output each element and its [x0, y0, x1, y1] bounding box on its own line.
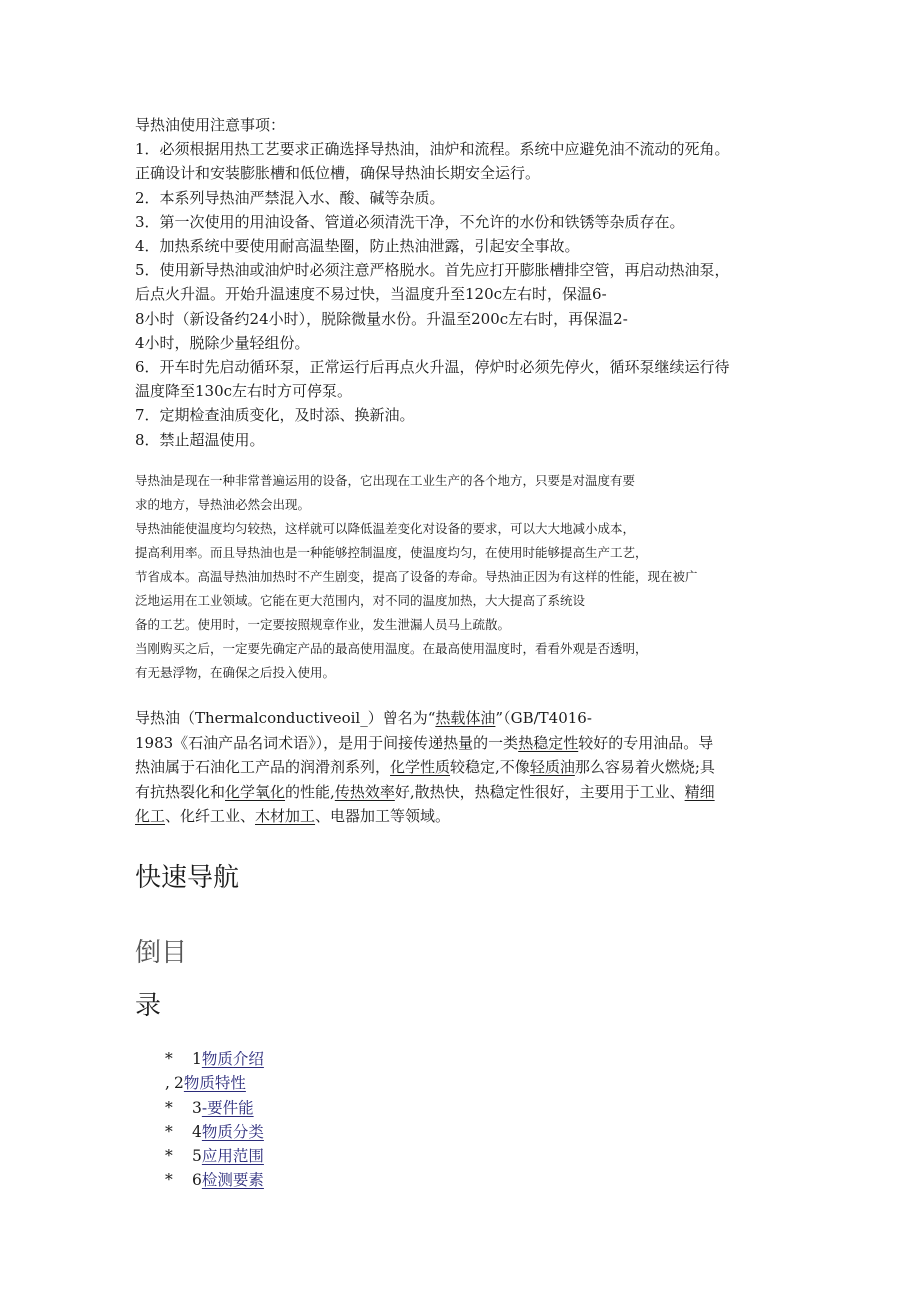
intro-line: 导热油能使温度均匀较热，这样就可以降低温差变化对设备的要求，可以大大地减小成本， [135, 521, 636, 536]
toc-link-application-scope[interactable]: 应用范围 [201, 1147, 264, 1166]
toc-number: 4 [192, 1122, 202, 1141]
usage-note-line: 4．加热系统中要使用耐高温垫圈，防止热油泄露，引起安全事故。 [135, 237, 580, 256]
text-run: 那么容易着火燃烧;具 [574, 758, 715, 776]
usage-note-line: 5．使用新导热油或油炉时必须注意严格脱水。首先应打开膨胀槽排空管，再启动热油泵， [135, 261, 730, 280]
usage-note-line: 8．禁止超温使用。 [135, 430, 265, 449]
link-fine-chemical[interactable]: 精细 [684, 782, 715, 801]
definition-line [135, 780, 795, 805]
text-run: ”（GB/T4016- [495, 709, 592, 727]
toc-bullet: * [165, 1147, 173, 1166]
text-run: 有抗热裂化和 [135, 782, 226, 801]
toc-item [165, 1120, 264, 1144]
toc-bullet: * [165, 1122, 173, 1141]
intro-line: 泛地运用在工业领域。它能在更大范围内，对不同的温度加热，大大提高了系统设 [135, 593, 586, 608]
usage-note-line: 温度降至130c左右时方可停泵。 [135, 382, 353, 401]
toc-bullet: * [165, 1050, 173, 1068]
intro-line: 节省成本。高温导热油加热时不产生剧变，提高了设备的寿命。导热油正因为有这样的性能，现在被广 [135, 569, 698, 584]
text-run: 1983《石油产品名词术语》），是用于间接传递热量的一类 [135, 733, 519, 752]
intro-line: 有无悬浮物，在确保之后投入使用。 [135, 665, 336, 680]
toc-item [165, 1071, 264, 1095]
link-chemical-industry[interactable]: 化工 [135, 807, 166, 825]
usage-note-line: 4小时，脱除少量轻组份。 [135, 333, 310, 352]
definition-line [135, 706, 795, 731]
link-chemical-oxidation[interactable]: 化学氧化 [225, 782, 286, 801]
usage-note-line: 3．第一次使用的用油设备、管道必须清洗干净，不允许的水份和铁锈等杂质存在。 [135, 212, 685, 231]
toc-heading-part-2: 录 [135, 991, 162, 1021]
toc-item [165, 1144, 264, 1168]
toc-number: 6 [192, 1171, 202, 1190]
link-wood-processing[interactable]: 木材加工 [255, 807, 316, 825]
toc-heading-part-1: 倒目 [135, 938, 188, 968]
usage-notes-title: 导热油使用注意事项： [135, 116, 286, 134]
toc-bullet: * [165, 1171, 173, 1190]
intro-line: 求的地方，导热油必然会出现。 [135, 497, 311, 512]
link-thermal-stability[interactable]: 热稳定性 [518, 733, 579, 752]
usage-note-line: 1．必须根据用热工艺要求正确选择导热油，油炉和流程。系统中应避免油不流动的死角。 [135, 140, 730, 159]
link-heat-transfer-efficiency[interactable]: 传热效率 [334, 782, 395, 801]
usage-note-line: 7．定期检查油质变化，及时添、换新油。 [135, 406, 415, 425]
usage-note-line: 正确设计和安装膨胀槽和低位槽，确保导热油长期安全运行。 [135, 164, 541, 183]
toc-item [165, 1168, 264, 1192]
toc-link-performance[interactable]: -要件能 [201, 1098, 254, 1117]
toc-item [165, 1096, 264, 1120]
usage-note-line: 6．开车时先启动循环泵，正常运行后再点火升温，停炉时必须先停火，循环泵继续运行待 [135, 358, 730, 377]
toc-item [165, 1047, 264, 1071]
definition-line [135, 731, 795, 756]
usage-note-line: 2．本系列导热油严禁混入水、酸、碱等杂质。 [135, 188, 445, 207]
text-run: 较稳定,不像 [450, 758, 530, 776]
usage-notes-section [135, 113, 795, 452]
intro-line: 备的工艺。使用时，一定要按照规章作业，发生泄漏人员马上疏散。 [135, 617, 511, 632]
definition-line [135, 755, 795, 780]
toc-number: 3 [192, 1098, 202, 1117]
toc-number: 5 [192, 1147, 202, 1166]
intro-paragraph-section [135, 469, 795, 685]
definition-paragraph [135, 706, 795, 829]
toc-number: 1 [192, 1050, 202, 1068]
toc-link-classification[interactable]: 物质分类 [201, 1122, 264, 1141]
text-run: 、化纤工业、 [165, 807, 256, 825]
link-light-oil[interactable]: 轻质油 [529, 758, 575, 776]
text-run: 的性能, [285, 782, 335, 801]
link-heat-carrier-oil[interactable]: 热载体油 [435, 709, 496, 727]
toc-bullet: , [165, 1074, 170, 1093]
usage-note-line: 8小时（新设备约24小时），脱除微量水份。升温至200c左右时，再保温2- [135, 309, 628, 328]
intro-line: 当刚购买之后，一定要先确定产品的最高使用温度。在最高使用温度时，看看外观是否透明， [135, 641, 648, 656]
definition-line [135, 804, 795, 829]
usage-note-line: 后点火升温。开始升温速度不易过快，当温度升至120c左右时，保温6- [135, 285, 607, 304]
text-run: 热油属于石油化工产品的润滑剂系列， [135, 758, 391, 776]
toc-bullet: * [165, 1098, 173, 1117]
quick-nav-title: 快速导航 [135, 863, 240, 893]
toc-number: 2 [174, 1074, 184, 1093]
text-run: 、电器加工等领域。 [315, 807, 451, 825]
toc-link-substance-properties[interactable]: 物质特性 [183, 1074, 246, 1093]
text-run: 较好的专用油品。导 [578, 733, 714, 752]
intro-line: 导热油是现在一种非常普遍运用的设备，它出现在工业生产的各个地方，只要是对温度有要 [135, 473, 636, 488]
toc-link-testing-factors[interactable]: 检测要素 [201, 1171, 264, 1190]
link-chemical-properties[interactable]: 化学性质 [390, 758, 451, 776]
toc-link-substance-intro[interactable]: 物质介绍 [201, 1050, 264, 1068]
intro-line: 提高利用率。而且导热油也是一种能够控制温度，使温度均匀，在使用时能够提高生产工艺， [135, 545, 648, 560]
table-of-contents [165, 1047, 264, 1193]
text-run: 好,散热快，热稳定性很好，主要用于工业、 [394, 782, 685, 801]
text-run: 导热油（Thermalconductiveoil_）曾名为“ [135, 709, 436, 727]
